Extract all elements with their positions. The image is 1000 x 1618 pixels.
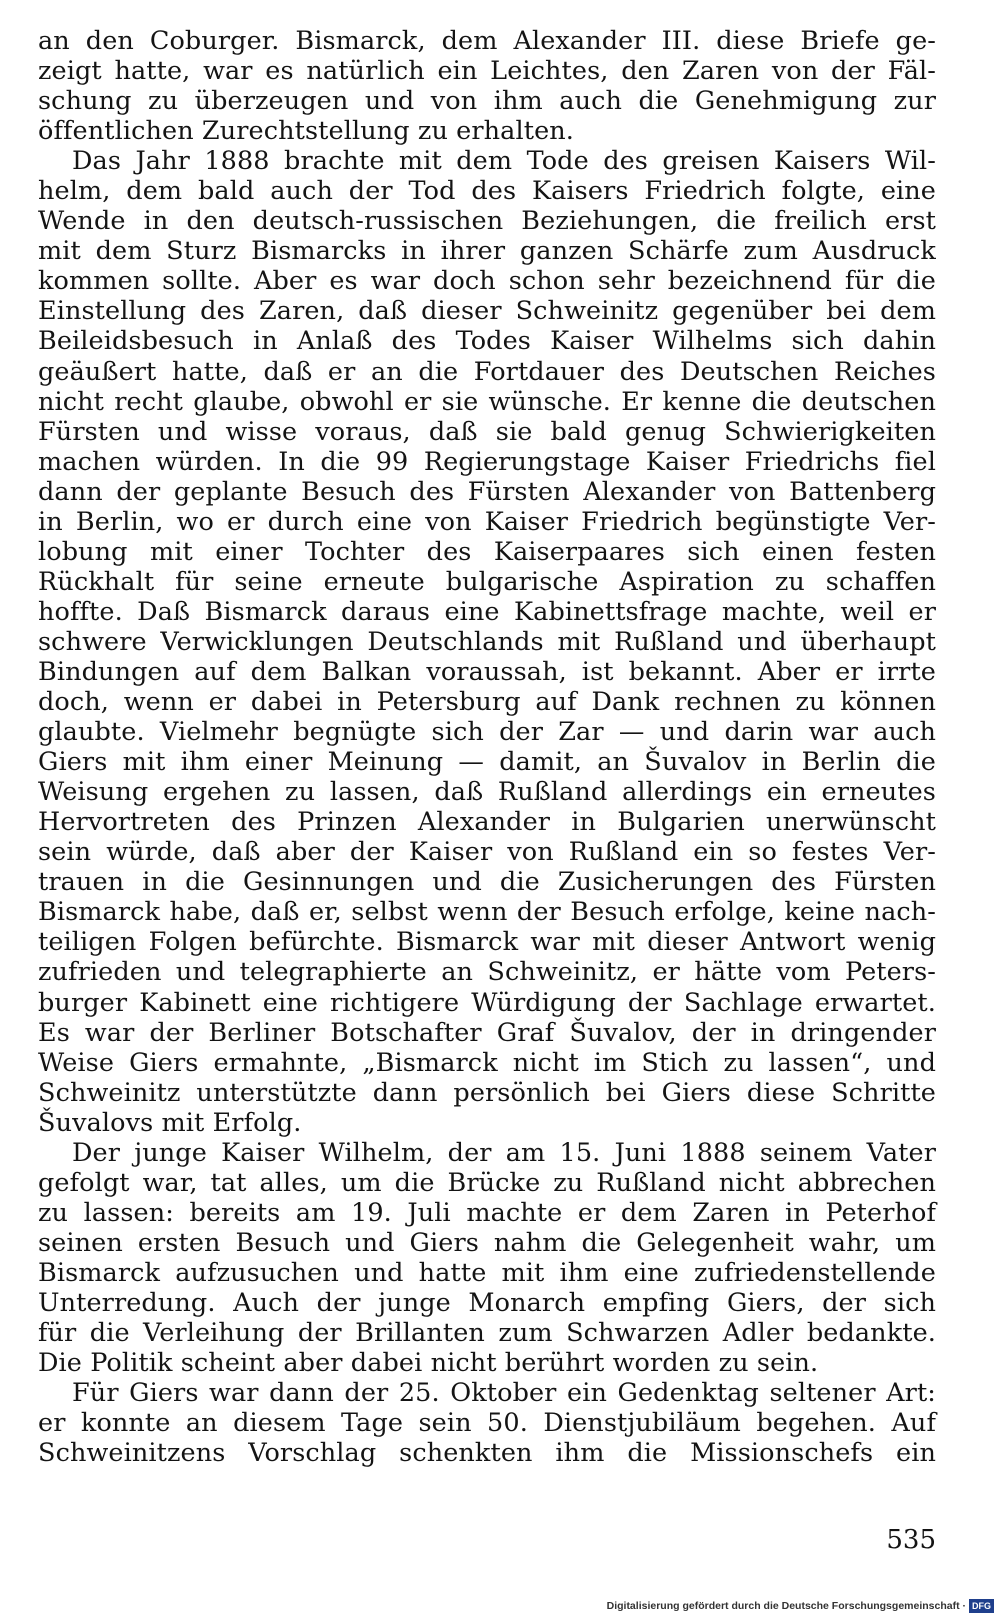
text-line: er konnte an diesem Tage sein 50. Dienstjubiläum begehen. Auf xyxy=(38,1408,936,1439)
text-line: Bismarck habe, daß er, selbst wenn der Besuch erfolge, keine nach- xyxy=(38,897,936,928)
text-line: geäußert hatte, daß er an die Fortdauer des Deutschen Reiches xyxy=(38,356,936,387)
text-line: an den Coburger. Bismarck, dem Alexander III. diese Briefe ge- xyxy=(38,26,936,56)
text-line: zufrieden und telegraphierte an Schweinitz, er hätte vom Peters- xyxy=(38,957,936,988)
text-line: zu lassen: bereits am 19. Juli machte er dem Zaren in Peterhof xyxy=(38,1197,936,1228)
text-line: seinen ersten Besuch und Giers nahm die Gelegenheit wahr, um xyxy=(38,1227,936,1258)
text-line: Einstellung des Zaren, daß dieser Schweinitz gegenüber bei dem xyxy=(38,296,936,327)
text-line: gefolgt war, tat alles, um die Brücke zu Rußland nicht abbrechen xyxy=(38,1167,936,1198)
text-line: in Berlin, wo er durch eine von Kaiser Friedrich begünstigte Ver- xyxy=(38,506,936,537)
text-line: öffentlichen Zurechtstellung zu erhalten. xyxy=(38,116,575,147)
digitization-footer xyxy=(607,1598,994,1614)
text-line: teiligen Folgen befürchte. Bismarck war mit dieser Antwort wenig xyxy=(38,927,936,958)
text-line: machen würden. In die 99 Regierungstage Kaiser Friedrichs fiel xyxy=(38,446,936,477)
text-line: doch, wenn er dabei in Petersburg auf Dank rechnen zu können xyxy=(38,687,936,718)
text-line: Für Giers war dann der 25. Oktober ein Gedenktag seltener Art: xyxy=(72,1378,936,1409)
text-line: Hervortreten des Prinzen Alexander in Bulgarien unerwünscht xyxy=(38,807,936,838)
text-line: schwere Verwicklungen Deutschlands mit Rußland und überhaupt xyxy=(38,626,936,657)
text-line: Das Jahr 1888 brachte mit dem Tode des greisen Kaisers Wil- xyxy=(72,146,936,177)
text-line: Der junge Kaiser Wilhelm, der am 15. Juni 1888 seinem Vater xyxy=(72,1137,936,1168)
text-line: Wende in den deutsch-russischen Beziehungen, die freilich erst xyxy=(38,206,936,237)
text-line: helm, dem bald auch der Tod des Kaisers Friedrich folgte, eine xyxy=(38,176,936,207)
text-line: Giers mit ihm einer Meinung — damit, an Šuvalov in Berlin die xyxy=(38,747,936,778)
text-line: hoffte. Daß Bismarck daraus eine Kabinettsfrage machte, weil er xyxy=(38,596,936,627)
text-line: Unterredung. Auch der junge Monarch empfing Giers, der sich xyxy=(38,1287,936,1318)
text-line: Schweinitz unterstützte dann persönlich bei Giers diese Schritte xyxy=(38,1077,936,1108)
text-line: Weisung ergehen zu lassen, daß Rußland allerdings ein erneutes xyxy=(38,777,936,808)
paragraph-4 xyxy=(38,1378,936,1468)
text-line: Bindungen auf dem Balkan voraussah, ist bekannt. Aber er irrte xyxy=(38,656,936,687)
text-line: Fürsten und wisse voraus, daß sie bald genug Schwierigkeiten xyxy=(38,416,936,447)
text-line: sein würde, daß aber der Kaiser von Rußland ein so festes Ver- xyxy=(38,837,936,868)
text-line: Weise Giers ermahnte, „Bismarck nicht im Stich zu lassen“, und xyxy=(38,1047,936,1078)
text-line: Die Politik scheint aber dabei nicht berührt worden zu sein. xyxy=(38,1348,819,1379)
paragraph-1 xyxy=(38,26,936,146)
page-number: 535 xyxy=(886,1525,936,1555)
text-line: für die Verleihung der Brillanten zum Schwarzen Adler bedankte. xyxy=(38,1318,936,1349)
dfg-logo-icon: DFG xyxy=(969,1599,994,1613)
page-body xyxy=(38,26,936,1468)
text-line: Rückhalt für seine erneute bulgarische Aspiration zu schaffen xyxy=(38,566,936,597)
text-line: glaubte. Vielmehr begnügte sich der Zar — und darin war auch xyxy=(38,717,936,748)
text-line: lobung mit einer Tochter des Kaiserpaares sich einen festen xyxy=(38,536,936,567)
text-line: dann der geplante Besuch des Fürsten Alexander von Battenberg xyxy=(38,476,936,507)
text-line: kommen sollte. Aber es war doch schon sehr bezeichnend für die xyxy=(38,266,936,297)
text-line: mit dem Sturz Bismarcks in ihrer ganzen Schärfe zum Ausdruck xyxy=(38,236,936,267)
text-line: Schweinitzens Vorschlag schenkten ihm die Missionschefs ein xyxy=(38,1438,936,1469)
text-line: Es war der Berliner Botschafter Graf Šuvalov, der in dringender xyxy=(38,1017,936,1048)
text-line: Šuvalovs mit Erfolg. xyxy=(38,1107,302,1138)
text-line: Beileidsbesuch in Anlaß des Todes Kaiser Wilhelms sich dahin xyxy=(38,326,936,357)
text-line: Bismarck aufzusuchen und hatte mit ihm eine zufriedenstellende xyxy=(38,1257,936,1288)
text-line: burger Kabinett eine richtigere Würdigung der Sachlage erwartet. xyxy=(38,987,936,1018)
text-line: zeigt hatte, war es natürlich ein Leichtes, den Zaren von der Fäl- xyxy=(38,56,936,87)
paragraph-3 xyxy=(38,1138,936,1378)
text-line: trauen in die Gesinnungen und die Zusicherungen des Fürsten xyxy=(38,867,936,898)
text-line: nicht recht glaube, obwohl er sie wünsche. Er kenne die deutschen xyxy=(38,386,936,417)
paragraph-2 xyxy=(38,146,936,1138)
text-line: schung zu überzeugen und von ihm auch die Genehmigung zur xyxy=(38,86,936,117)
footer-credit-text: Digitalisierung gefördert durch die Deutsche Forschungsgemeinschaft · xyxy=(606,1600,966,1612)
